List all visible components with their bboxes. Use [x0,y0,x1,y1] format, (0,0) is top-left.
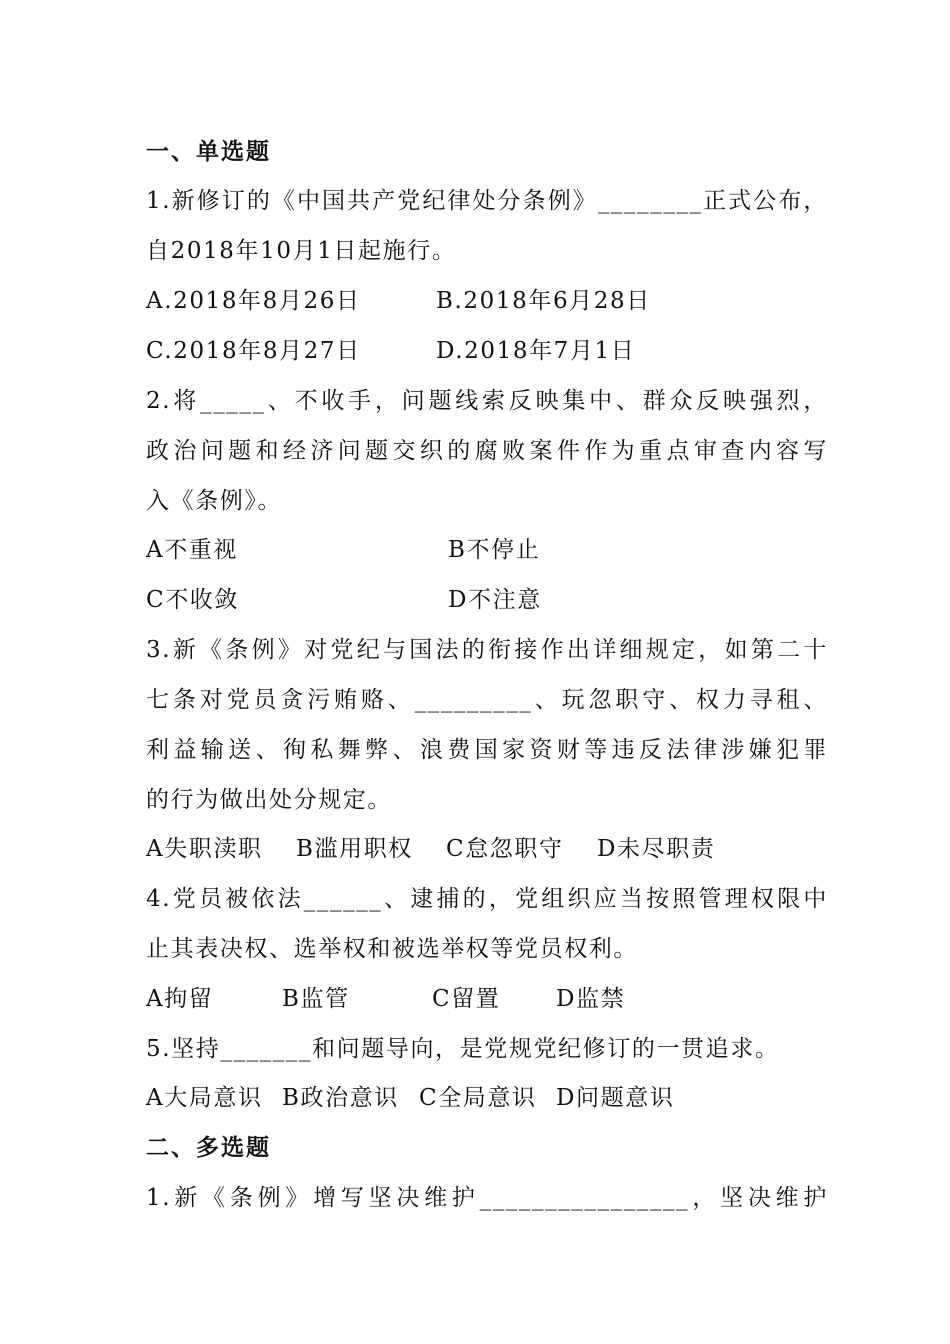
question-5-option-b: B政治意识 [282,1085,399,1111]
question-4-option-d: D监禁 [556,986,626,1012]
question-5-option-a: A大局意识 [146,1085,263,1111]
question-3-line-3: 利益输送、徇私舞弊、浪费国家资财等违反法律涉嫌犯罪 [146,737,828,763]
question-4-option-b: B监管 [282,986,350,1012]
question-3-option-a: A失职渎职 [146,836,263,862]
question-5-line-1: 5.坚持_______和问题导向，是党规党纪修订的一贯追求。 [146,1036,780,1062]
question-3-options-row [146,834,828,864]
question-1-option-c: C.2018年8月27日 [146,338,361,364]
question-1-option-a: A.2018年8月26日 [146,288,361,314]
question-2-option-d: D不注意 [448,587,542,613]
question-2-line-2: 政治问题和经济问题交织的腐败案件作为重点审查内容写 [146,438,828,464]
question-2-options-row-2 [146,585,828,615]
question-3-option-c: C怠忽职守 [446,836,564,862]
question-2-option-b: B不停止 [448,537,541,563]
question-4-options-row [146,984,828,1014]
question-2-option-c: C不收敛 [146,587,239,613]
question-1-options-row-2 [146,336,828,366]
question-3-line-2: 七条对党员贪污贿赂、_________、玩忽职守、权力寻租、 [146,687,828,713]
question-5-option-c: C全局意识 [419,1085,537,1111]
multi-question-1-line-1: 1.新《条例》增写坚决维护________________，坚决维护 [146,1185,828,1211]
question-4-option-a: A拘留 [146,986,214,1012]
question-1-options-row-1 [146,286,828,316]
question-2-option-a: A不重视 [146,537,239,563]
question-4-line-1: 4.党员被依法______、逮捕的，党组织应当按照管理权限中 [146,886,828,912]
question-2-line-3: 入《条例》。 [146,488,283,514]
question-3-line-4: 的行为做出处分规定。 [146,787,392,813]
question-1-line-1: 1.新修订的《中国共产党纪律处分条例》________正式公布， [146,188,828,214]
question-1-option-b: B.2018年6月28日 [436,288,651,314]
question-5-option-d: D问题意识 [556,1085,675,1111]
question-2-options-row-1 [146,535,828,565]
section-title-single-choice: 一、单选题 [146,138,271,165]
question-3-option-d: D未尽职责 [597,836,716,862]
section-title-multiple-choice: 二、多选题 [146,1134,271,1161]
question-4-line-2: 止其表决权、选举权和被选举权等党员权利。 [146,936,638,962]
question-1-option-d: D.2018年7月1日 [436,338,636,364]
question-4-option-c: C留置 [432,986,501,1012]
question-5-options-row [146,1083,828,1113]
question-3-line-1: 3.新《条例》对党纪与国法的衔接作出详细规定，如第二十 [146,637,828,663]
question-1-line-2: 自2018年10月1日起施行。 [146,238,457,264]
question-3-option-b: B滥用职权 [296,836,413,862]
question-2-line-1: 2.将_____、不收手，问题线索反映集中、群众反映强烈， [146,388,828,414]
